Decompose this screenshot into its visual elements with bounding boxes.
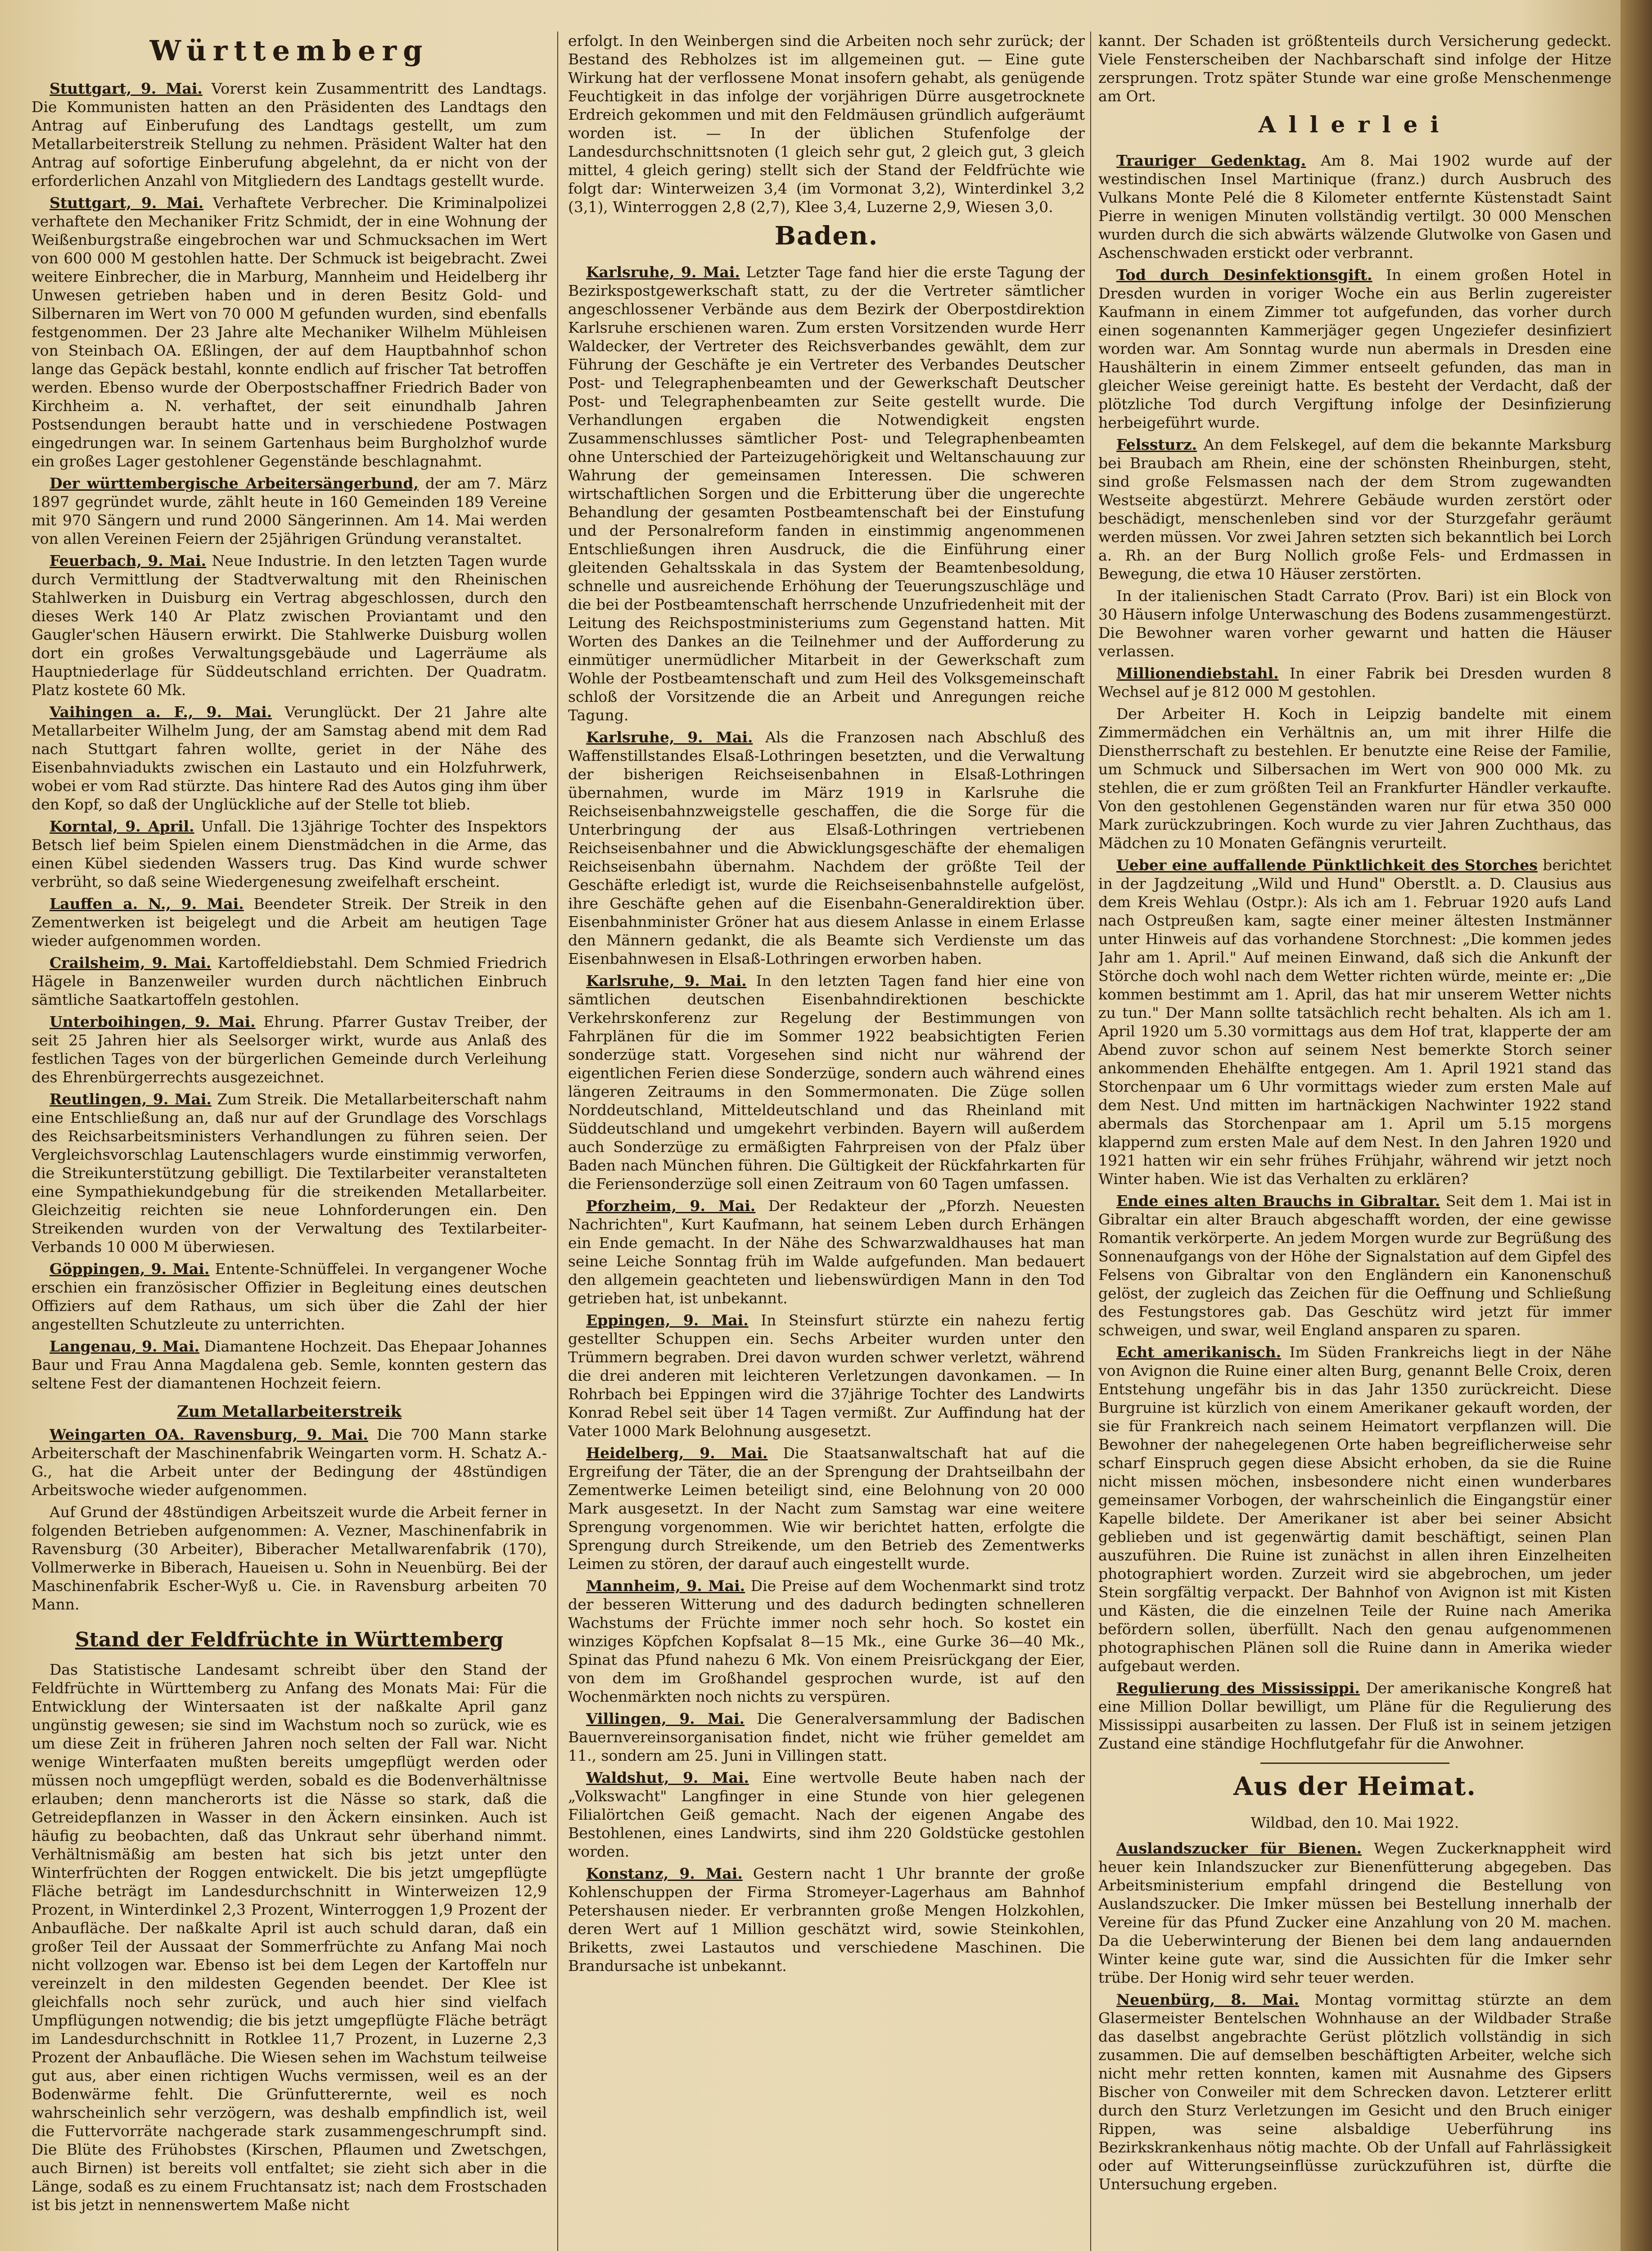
article <box>568 1864 1085 1975</box>
article <box>568 1709 1085 1765</box>
article <box>568 1444 1085 1573</box>
article-text: Eine wertvolle Beute haben nach der „Volkswacht" Langfinger in eine Stunde von hier gelegenen Filialörtchen Geiß gemacht. Nach der eigenen Angabe des Bestohlenen, eines Landwirts, sind ihm 220 Goldstücke gestohlen worden. <box>568 1769 1085 1860</box>
article-dateline: Waldshut, 9. Mai. <box>586 1769 749 1786</box>
article-dateline: Felssturz. <box>1116 436 1197 453</box>
article-text: Die Staatsanwaltschaft hat auf die Ergreifung der Täter, die an der Sprengung der Drahtseilbahn der Zementwerke Leimen beteiligt sind, eine Belohnung von 20 000 Mark ausgesetzt. In der Nacht zum Samstag war eine weitere Sprengung vorgenommen. Wie wir berichtet hatten, erfolgte die Sprengung durch Streikende, um den Betrieb des Zementwerks Leimen zu stören, der darauf auch eingestellt wurde. <box>568 1444 1085 1573</box>
section-heading-allerlei: Allerlei <box>1258 111 1452 138</box>
article <box>1098 435 1611 583</box>
article-text: Kartoffeldiebstahl. Dem Schmied Friedrich Hägele in Banzenweiler wurden durch nächtlichen Einbruch sämtliche Saatkartoffeln gestohlen. <box>32 954 547 1008</box>
article-dateline: Heidelberg, 9. Mai. <box>586 1444 768 1462</box>
article-dateline: Karlsruhe, 9. Mai. <box>586 728 753 746</box>
article-text: Letzter Tage fand hier die erste Tagung der Bezirkspostgewerkschaft statt, zu der die Vertreter sämtlicher angeschlossener Verbände aus dem Bezirk der Oberpostdirektion Karlsruhe erschienen waren. Zum ersten Vorsitzenden wurde Herr Waldecker, der Vertreter des Reichsverbandes gewählt, dem zur Führung der Geschäfte je ein Vertreter des Verbandes Deutscher Post- und Telegraphenbeamten und der Gewerkschaft Deutscher Post- und Telegraphenbeamten zur Seite gestellt wurde. Die Verhandlungen ergaben die Notwendigkeit engsten Zusammenschlusses sämtlicher Post- und Telegraphenbeamten ohne Unterschied der Parteizugehörigkeit und Weltanschauung zur Wahrung der gemeinsamen Interessen. Die schweren wirtschaftlichen Sorgen und die Erbitterung über die ungerechte Behandlung der gesamten Postbeamtenschaft bei der Einstufung und der Personalreform fanden in einstimmig angenommenen Entschließungen ihren Ausdruck, die die Einführung einer gleitenden Gehaltsskala in das System der Beamtenbesoldung, schnelle und ausreichende Erhöhung der Teuerungszuschläge und die bei der Postbeamtenschaft herrschende Unzufriedenheit mit der Leitung des Reichspostministeriums zum Gegenstand hatten. Mit Worten des Dankes an die Teilnehmer und der Aufforderung zu einmütiger unermüdlicher Mitarbeit in der Gewerkschaft zum Wohle der Postbeamtenschaft und zum Heil des Volksgemeinschaft schloß der Vorsitzende die an Arbeit und Anregungen reiche Tagung. <box>568 263 1085 724</box>
article <box>568 1768 1085 1861</box>
article-text: berichtet in der Jagdzeitung „Wild und Hund" Oberstlt. a. D. Clausius aus dem Kreis Wehlau (Ostpr.): Als ich am 1. Februar 1920 aufs Land nach Ostpreußen kam, sagte einer meiner ältesten Instmänner unter Hinweis auf das vorhandene Storchnest: „Die kommen jedes Jahr am 1. April." Auf meinen Einwand, daß sich die Ankunft der Störche doch wohl nach dem Wetter richten würde, meinte er: „Die kommen bestimmt am 1. April, das hat mir unserem Wetter nichts zu tun." Der Mann sollte tatsächlich recht behalten. Als ich am 1. April 1920 um 5.30 vormittags aus dem Hof trat, klapperte der am Abend zuvor schon auf seinem Nest bemerkte Storch seiner ankommenden Ehehälfte entgegen. Am 1. April 1921 stand das Storchenpaar um 6 Uhr vormittags wieder zum ersten Male auf dem Nest. Und mitten im hartnäckigen Nachwinter 1922 stand abermals das Storchenpaar am 1. April um 5.15 morgens klappernd zum ersten Male auf dem Nest. In den Jahren 1920 und 1921 hatten wir ein sehr frühes Frühjahr, während wir jetzt noch Winter haben. Wie ist das Verhalten zu erklären? <box>1098 856 1611 1188</box>
article <box>1098 705 1611 852</box>
article <box>32 474 547 548</box>
article-text: An dem Felskegel, auf dem die bekannte Marksburg bei Braubach am Rhein, eine der schönsten Rheinburgen, steht, sind große Felsmassen nach der dem Strom zugewandten Westseite abgestürzt. Mehrere Gebäude wurden zerstört oder beschädigt, menschenleben sind vor der Sturzgefahr geräumt werden müssen. Vor zwei Jahren setzten sich bekanntlich bei Lorch a. Rh. an der Burg Nollich große Fels- und Erdmassen in Bewegung, die etwa 10 Häuser zerstörten. <box>1098 436 1611 583</box>
article-dateline: Millionendiebstahl. <box>1116 664 1279 682</box>
article-text: Als die Franzosen nach Abschluß des Waffenstillstandes Elsaß-Lothringen besetzten, und die Verwaltung der bisherigen Reichseisenbahnen in Elsaß-Lothringen übernahmen, wurde im März 1919 in Karlsruhe die Reichseisenbahnzweigstelle geschaffen, die die Sorge für die Unterbringung der aus Elsaß-Lothringen vertriebenen Reichseisenbahner und die Abwicklungsgeschäfte der ehemaligen Reichseisenbahn übernahm. Nachdem der größte Teil der Geschäfte erledigt ist, wurde die Reichseisenbahnstelle aufgelöst, ihre Geschäfte gehen auf die Eisenbahn-Generaldirektion über. Eisenbahnminister Gröner hat aus diesem Anlasse in einem Erlasse den Männern gedankt, die als Beamte sich Verdienste um das Eisenbahnwesen in Elsaß-Lothringen erworben haben. <box>568 728 1085 967</box>
article-continuation: erfolgt. In den Weinbergen sind die Arbeiten noch sehr zurück; der Bestand des Rebholzes ist im allgemeinen gut. — Eine gute Wirkung hat der verflossene Monat insofern gehabt, als genügende Feuchtigkeit in das infolge der vorjährigen Dürre ausgetrocknete Erdreich gekommen und mit den Feldmäusen gründlich aufgeräumt worden ist. — In der üblichen Stufenfolge der Landesdurchschnittsnoten (1 gleich sehr gut, 2 gleich gut, 3 gleich mittel, 4 gleich gering) stellt sich der Stand der Feldfrüchte wie folgt dar: Winterweizen 3,4 (im Vormonat 3,2), Winterdinkel 3,2 (3,1), Winterroggen 2,8 (2,7), Klee 3,4, Luzerne 2,9, Wiesen 3,0. <box>568 32 1085 216</box>
heimat-dateline: Wildbad, den 10. Mai 1922. <box>1250 1814 1459 1831</box>
article-text: Zum Streik. Die Metallarbeiterschaft nahm eine Entschließung an, daß nur auf der Grundlage des Vorschlags des Reichsarbeitsministers Verhandlungen zu führen seien. Der Vergleichsvorschlag Lautenschlagers wurde einstimmig verworfen, die Streikunterstützung gebilligt. Die Textilarbeiter veranstalteten eine Sympathiekundgebung für die streikenden Metallarbeiter. Gleichzeitig reichten sie neue Lohnforderungen ein. Den Streikenden wurden von der Verwaltung des Textilarbeiter-Verbands 10 000 M überwiesen. <box>32 1090 547 1256</box>
article <box>32 1012 547 1086</box>
article-dateline: Reutlingen, 9. Mai. <box>50 1090 212 1108</box>
article-text: Seit dem 1. Mai ist in Gibraltar ein alter Brauch abgeschafft worden, der eine gewisse Romantik verkörperte. An jedem Morgen wurde zur Begrüßung des Sonnenaufgangs von der Höhe der Signalstation auf dem Gipfel des Felsens von Gibraltar von den Engländern ein Kanonenschuß gelöst, der zugleich das Zeichen für die Oeffnung und Schließung des Festungstores gab. Das Geschütz wird jetzt für immer schweigen, und swar, weil England ansparen zu sparen. <box>1098 1192 1611 1339</box>
article <box>32 551 547 699</box>
article <box>1098 1192 1611 1339</box>
article-text: In einem großen Hotel in Dresden wurden in voriger Woche ein aus Berlin zugereister Kaufmann in einem Zimmer tot aufgefunden, das vorher durch einen sogenannten Kammerjäger gegen Ungeziefer desinfiziert worden war. Am Sonntag wurde nun abermals in Dresden eine Haushälterin in einem Zimmer entseelt gefunden, das man in gleicher Weise gereinigt hatte. Es besteht der Verdacht, daß der plötzliche Tod durch Vergiftung infolge der Desinfizierung herbeigeführt wurde. <box>1098 266 1611 431</box>
article <box>1098 587 1611 660</box>
article-dateline: Der württembergische Arbeitersängerbund, <box>50 475 419 492</box>
column-rule <box>557 32 558 2251</box>
article <box>32 1260 547 1333</box>
article-dateline: Regulierung des Mississippi. <box>1116 1679 1360 1697</box>
article <box>32 1503 547 1614</box>
article <box>32 1337 547 1392</box>
article-text: Unfall. Die 13jährige Tochter des Inspektors Betsch lief beim Spielen einem Dienstmädchen in die Arme, das einen Kübel siedenden Wassers trug. Das Kind wurde schwer verbrüht, so daß seine Wiedergenesung zweifelhaft erscheint. <box>32 818 547 890</box>
article-dateline: Feuerbach, 9. Mai. <box>50 552 207 570</box>
article-dateline: Unterboihingen, 9. Mai. <box>50 1013 256 1031</box>
article-text: Verunglückt. Der 21 Jahre alte Metallarbeiter Wilhelm Jung, der am Samstag abend mit dem Rad nach Stuttgart fahren wollte, geriet in der Nähe des Eisenbahnviadukts zwischen ein Lastauto und ein Holzfuhrwerk, wobei er vom Rad stürzte. Das hintere Rad des Autos ging ihm über den Kopf, so daß der Unglückliche auf der Stelle tot blieb. <box>32 703 547 813</box>
article <box>1098 1839 1611 1987</box>
article-text: Der amerikanische Kongreß hat eine Million Dollar bewilligt, um Pläne für die Regulierung des Mississippi ausarbeiten zu lassen. Der Fluß ist in seinem jetzigen Zustand eine ständige Hochflutgefahr für die Anwohner. <box>1098 1679 1611 1752</box>
article <box>1098 1343 1611 1675</box>
article <box>32 895 547 950</box>
article-dateline: Konstanz, 9. Mai. <box>586 1865 743 1882</box>
article-text: Neue Industrie. In den letzten Tagen wurde durch Vermittlung der Stadtverwaltung mit den Rheinischen Stahlwerken in Duisburg ein Vertrag abgeschlossen, durch den dieses Werk 140 Ar Platz zwischen Proviantamt und den Gaugler'schen Häusern erwirkt. Die Stahlwerke Duisburg wollen dort ein großes Verwaltungsgebäude und Lagerräume als Hauptniederlage für Süddeutschland errichten. Der Quadratm. Platz kostete 60 Mk. <box>32 552 547 699</box>
article-dateline: Stuttgart, 9. Mai. <box>50 80 203 97</box>
section-heading-heimat: Aus der Heimat. <box>1233 1772 1476 1801</box>
article-dateline: Langenau, 9. Mai. <box>50 1338 199 1355</box>
divider <box>1260 1763 1449 1764</box>
subheading-feldfruechte: Stand der Feldfrüchte in Württemberg <box>75 1628 504 1651</box>
article-dateline: Karlsruhe, 9. Mai. <box>586 263 740 281</box>
article <box>32 703 547 814</box>
article-dateline: Neuenbürg, 8. Mai. <box>1116 1991 1300 2008</box>
article-dateline: Vaihingen a. F., 9. Mai. <box>50 703 272 721</box>
article <box>568 1577 1085 1706</box>
subheading-metallarbeiterstreik: Zum Metallarbeiterstreik <box>177 1402 402 1421</box>
article-list <box>1098 151 1611 1753</box>
article-dateline: Lauffen a. N., 9. Mai. <box>50 895 244 913</box>
article <box>32 954 547 1009</box>
article-text: Diamantene Hochzeit. Das Ehepaar Johannes Baur und Frau Anna Magdalena geb. Semle, konnten gestern das seltene Fest der diamantenen Hochzeit feiern. <box>32 1338 547 1392</box>
article <box>1098 266 1611 432</box>
article-dateline: Mannheim, 9. Mai. <box>586 1577 745 1595</box>
article-dateline: Ueber eine auffallende Pünktlichkeit des Storches <box>1116 856 1538 874</box>
article-continuation: kannt. Der Schaden ist größtenteils durch Versicherung gedeckt. Viele Fensterscheiben der Nachbarschaft sind infolge der Hitze zersprungen. Trotz später Stunde war eine große Menschenmenge am Ort. <box>1098 32 1611 105</box>
article <box>1098 856 1611 1188</box>
article-dateline: Eppingen, 9. Mai. <box>586 1311 749 1329</box>
article <box>568 728 1085 968</box>
page-binding-edge <box>1620 0 1652 2251</box>
article-text: Auf Grund der 48stündigen Arbeitszeit wurde die Arbeit ferner in folgenden Betrieben aufgenommen: A. Vezner, Maschinenfabrik in Ravensburg (30 Arbeiter), Biberacher Metallwarenfabrik (170), Vollmerwerke in Biberach, Haueisen u. Sohn in Neuenbürg. Bei der Maschinenfabrik Escher-Wyß u. Cie. in Ravensburg arbeiten 70 Mann. <box>32 1503 547 1613</box>
article-dateline: Karlsruhe, 9. Mai. <box>586 972 747 990</box>
column-rule <box>1090 32 1091 2251</box>
article-text: Verhaftete Verbrecher. Die Kriminalpolizei verhaftete den Mechaniker Fritz Schmidt, der in eine Wohnung der Weißenburgstraße eingebrochen war und Schmucksachen im Wert von 600 000 M gestohlen hatte. Der Schmuck ist beigebracht. Zwei weitere Einbrecher, die in Marburg, Mannheim und Heidelberg ihr Unwesen getrieben haben und in deren Besitz Gold- und Silbernaren im Wert von 70 000 M gefunden wurden, sind ebenfalls festgenommen. Der 23 Jahre alte Mechaniker Wilhelm Mühleisen von Steinbach OA. Eßlingen, der auf dem Hauptbahnhof schon lange das Gepäck bestahl, konnte endlich auf frischer Tat betroffen werden. Ebenso wurde der Oberpostschaffner Friedrich Bader von Kirchheim a. N. verhaftet, der seit einundhalb Jahren Postsendungen beraubt hatte und in verschiedene Postwagen eingedrungen war. In seinem Gartenhaus beim Burgholzhof wurde ein großes Lager gestohlener Gegenstände beschlagnahmt. <box>32 194 547 470</box>
column-baden <box>568 32 1085 2251</box>
article-text: Wegen Zuckerknappheit wird heuer kein Inlandszucker zur Bienenfütterung abgegeben. Das Arbeitsministerium empfahl dringend die Bestellung von Auslandszucker. Die Imker müssen bei Bestellung innerhalb der Vereine für das Pfund Zucker eine Anzahlung von 20 M. machen. Da die Ueberwinterung der Bienen bei dem lang andauernden Winter keine gute war, sind die Aussichten für die Imker sehr trübe. Der Honig wird sehr teuer werden. <box>1098 1840 1611 1986</box>
article-text: Montag vormittag stürzte an dem Glasermeister Bentelschen Wohnhause an der Wildbader Straße das daselbst angebrachte Gerüst plötzlich vollständig in sich zusammen. Die auf demselben beschäftigten Arbeiter, welche sich nicht mehr retten konnten, kamen mit Ausnahme des Gipsers Bischer von Conweiler mit dem Schrecken davon. Letzterer erlitt durch den Sturz Verletzungen im Gesicht und den Bruch einiger Rippen, was seine alsbaldige Ueberführung ins Bezirkskrankenhaus nötig machte. Ob der Unfall auf Fahrlässigkeit oder auf Witterungseinflüsse zurückzuführen ist, dürfte die Untersuchung ergeben. <box>1098 1991 1611 2193</box>
article-text: Der Redakteur der „Pforzh. Neuesten Nachrichten", Kurt Kaufmann, hat seinem Leben durch Erhängen ein Ende gemacht. In der Nähe des Schwarzwaldhauses hat man seine Leiche Sonntag früh im Walde aufgefunden. Man bedauert den allgemein geachteten und liebenswürdigen Mann in den Tod getrieben hat, ist unbekannt. <box>568 1197 1085 1307</box>
article-text: Der Arbeiter H. Koch in Leipzig bandelte mit einem Zimmermädchen ein Verhältnis an, um mit ihrer Hilfe die Dienstherrschaft zu bestehlen. Er benutzte eine Reise der Familie, um Schmuck und Silbersachen im Wert von 900 000 Mk. zu stehlen, die er zum größten Teil an Frankfurter Händler verkaufte. Von den gestohlenen Gegenständen waren nur für etwa 350 000 Mark zurückzubringen. Koch wurde zu vier Jahren Zuchthaus, das Mädchen zu 10 Monaten Gefängnis verurteilt. <box>1098 705 1611 852</box>
article-dateline: Crailsheim, 9. Mai. <box>50 954 212 972</box>
article-text: In der italienischen Stadt Carrato (Prov. Bari) ist ein Block von 30 Häusern infolge Unterwaschung des Bodens zusammengestürzt. Die Bewohner waren vorher gewarnt und hatten die Häuser verlassen. <box>1098 587 1611 660</box>
article <box>1098 1679 1611 1753</box>
article-text: Am 8. Mai 1902 wurde auf der westindischen Insel Martinique (franz.) durch Ausbruch des Vulkans Monte Pelé die 8 Kilometer entfernte Küstenstadt Saint Pierre in wenigen Minuten vollständig vertilgt. 30 000 Menschen wurden durch die sich abwärts wälzende Glutwolke von Gasen und Aschenschwaden erstickt oder verbrannt. <box>1098 152 1611 262</box>
article-list <box>32 1425 547 1614</box>
article <box>568 263 1085 724</box>
article-text: Im Süden Frankreichs liegt in der Nähe von Avignon die Ruine einer alten Burg, genannt Belle Croix, deren Entstehung ungefähr bis in das Jahr 1350 zurückreicht. Diese Burgruine ist kürzlich von einem Amerikaner gekauft worden, der sie für Frankreich nach seinem Heimatort verpflanzen will. Die Bewohner der nahegelegenen Orte haben begreiflicherweise sehr scharf Einspruch gegen diese Absicht erhoben, da sie die Ruine nicht missen möchen, insbesondere nicht einen wunderbares gemeinsamer Vorbogen, der wahrscheinlich die Eingangstür einer Kapelle bildete. Der Amerikaner ist aber bei seiner Absicht geblieben und ist gegenwärtig damit beschäftigt, seinen Plan auszuführen. Die Ruine ist zunächst in allen ihren Einzelheiten photographiert worden. Zurzeit wird sie abgebrochen, um jeder Stein sorgfältig verpackt. Der Bahnhof von Avignon ist mit Kisten und Kästen, die die einzelnen Teile der Ruine nach Amerika befördern sollen, überfüllt. Nach den genau aufgenommenen photographischen Plänen soll die Ruine dann in Amerika wieder aufgebaut werden. <box>1098 1343 1611 1675</box>
column-allerlei <box>1098 32 1611 2251</box>
article-text: Die Generalversammlung der Badischen Bauernvereinsorganisation findet, nicht wie früher gemeldet am 11., sondern am 25. Juni in Villingen statt. <box>568 1710 1085 1764</box>
article-dateline: Pforzheim, 9. Mai. <box>586 1197 756 1215</box>
article-dateline: Korntal, 9. April. <box>50 818 194 835</box>
article <box>32 194 547 470</box>
article-dateline: Trauriger Gedenktag. <box>1116 152 1306 169</box>
article-text: Die Preise auf dem Wochenmarkt sind trotz der besseren Witterung und des dadurch bedingten schnelleren Wachstums der Früchte immer noch sehr hoch. So kostet ein winziges Köpfchen Kopfsalat 8—15 Mk., eine Gurke 36—40 Mk., Spinat das Pfund nahezu 6 Mk. Von einem Preisrückgang der Eier, von dem im Großhandel gesprochen wurde, ist auf den Wochenmärkten noch nichts zu verspüren. <box>568 1577 1085 1705</box>
section-heading-baden: Baden. <box>774 221 879 251</box>
article-text: In Steinsfurt stürzte ein nahezu fertig gestellter Schuppen ein. Sechs Arbeiter wurden unter den Trümmern begraben. Drei davon wurden schwer verletzt, während die drei anderen mit leichteren Verletzungen davonkamen. — In Rohrbach bei Eppingen wird die 37jährige Tochter des Landwirts Konrad Rebel seit über 14 Tagen vermißt. Zur Auffindung hat der Vater 1000 Mark Belohnung ausgesetzt. <box>568 1311 1085 1440</box>
article-text: In den letzten Tagen fand hier eine von sämtlichen deutschen Eisenbahndirektionen beschickte Verkehrskonferenz zur Regelung der Bestimmungen von Fahrplänen für die im Sommer 1922 beabsichtigten Ferien sonderzüge statt. Vorgesehen sind nicht nur während der eigentlichen Ferien diese Sonderzüge, sondern auch während eines längeren Zeitraums in den Sommermonaten. Die Züge sollen Norddeutschland, Mitteldeutschland und das Rheinland mit Süddeutschland und umgekehrt verbinden. Bayern will außerdem auch Sonderzüge zu ermäßigten Fahrpreisen von der Pfalz über Baden nach München führen. Die Gültigkeit der Rückfahrkarten für die Feriensonderzüge soll einen Zeitraum von 60 Tagen umfassen. <box>568 972 1085 1193</box>
article <box>568 972 1085 1193</box>
article <box>32 1090 547 1256</box>
section-heading-wuerttemberg: Württemberg <box>149 34 429 67</box>
article <box>32 79 547 190</box>
article-dateline: Ende eines alten Brauchs in Gibraltar. <box>1116 1192 1440 1210</box>
article <box>32 817 547 891</box>
article-text: Das Statistische Landesamt schreibt über den Stand der Feldfrüchte in Württemberg zu Anfang des Monats Mai: Für die Entwicklung der Wintersaaten ist der naßkalte April ganz ungünstig gewesen; sie sind im Wachstum noch so zurück, wie es um diese Zeit in früheren Jahren noch selten der Fall war. Nicht wenige Winterfaaten mußten bereits umgepflügt werden oder müssen noch umgepflügt werden, sobald es die Bodenverhältnisse erlauben; denn mancherorts ist die Nässe so stark, daß die Getreidepflanzen in Wasser in den Äckern einsinken. Auch ist häufig zu beobachten, daß das Unkraut sehr überhand nimmt. Verhältnismäßig am besten hat sich bis jetzt unter den Winterfrüchten der Roggen entwickelt. Die bis jetzt umgepflügte Fläche beträgt im Landesdurchschnitt in Winterweizen 12,9 Prozent, in Winterdinkel 2,3 Prozent, Winterroggen 1,9 Prozent der Anbaufläche. Der naßkalte April ist auch schuld daran, daß ein großer Teil der Aussaat der Sommerfrüchte zu Anfang Mai noch nicht vollzogen war. Ebenso ist bei dem Legen der Kartoffeln nur vereinzelt in den mildesten Gegenden beendet. Der Klee ist gleichfalls noch sehr zurück, und auch hier sind vielfach Umpflügungen notwendig; die bis jetzt umgepflügte Fläche beträgt im Landesdurchschnitt in Rotklee 11,7 Prozent, in Luzerne 2,3 Prozent der Anbaufläche. Die Wiesen sehen im Wachstum teilweise gut aus, aber einen richtigen Wuchs vermissen, weil es an der Bodenwärme fehlt. Die Grünfutterernte, weil es noch wahrscheinlich sehr verzögern, was deshalb empfindlich ist, weil die Futtervorräte nachgerade stark zusammengeschrumpft sind. Die Blüte des Frühobstes (Kirschen, Pflaumen und Zwetschgen, auch Birnen) ist bereits voll entfaltet; sie zieht sich aber in die Länge, sodaß es zu einem Fruchtansatz ist; nach dem Frostschaden ist bis jetzt in nennenswertem Maße nicht <box>32 1661 547 2214</box>
column-wuerttemberg <box>32 32 547 2251</box>
article <box>32 1425 547 1499</box>
article-dateline: Weingarten OA. Ravensburg, 9. Mai. <box>50 1426 368 1443</box>
article-text: Beendeter Streik. Der Streik in den Zementwerken ist beigelegt und die Arbeit am heutigen Tage wieder aufgenommen worden. <box>32 895 547 949</box>
article-text: Die 700 Mann starke Arbeiterschaft der Maschinenfabrik Weingarten vorm. H. Schatz A.-G., hat die Arbeit unter der Bedingung der 48stündigen Arbeitswoche wieder aufgenommen. <box>32 1426 547 1499</box>
article-dateline: Göppingen, 9. Mai. <box>50 1260 210 1278</box>
article-text: In einer Fabrik bei Dresden wurden 8 Wechsel auf je 812 000 M gestohlen. <box>1098 664 1611 701</box>
article-dateline: Auslandszucker für Bienen. <box>1116 1840 1362 1857</box>
article <box>1098 664 1611 701</box>
article <box>568 1311 1085 1440</box>
article-text: Vorerst kein Zusammentritt des Landtags. Die Kommunisten hatten an den Präsidenten des Landtags den Antrag auf Einberufung des Landtags gestellt, um zum Metallarbeiterstreik Stellung zu nehmen. Präsident Walter hat den Antrag auf sofortige Einberufung abgelehnt, da er nicht von der erforderlichen Anzahl von Mitgliedern des Landtags gestellt wurde. <box>32 80 547 190</box>
article-text: der am 7. März 1897 gegründet wurde, zählt heute in 160 Gemeinden 189 Vereine mit 970 Sängern und rund 2000 Sängerinnen. Am 14. Mai werden von allen Vereinen Feiern der 25jährigen Gründung veranstaltet. <box>32 475 547 547</box>
article-text: Ehrung. Pfarrer Gustav Treiber, der seit 25 Jahren hier als Seelsorger wirkt, wurde aus Anlaß des festlichen Tages von der bürgerlichen Gemeinde durch Verleihung des Ehrenbürgerrechts ausgezeichnet. <box>32 1013 547 1086</box>
article <box>568 1197 1085 1307</box>
article-dateline: Stuttgart, 9. Mai. <box>50 194 204 212</box>
article-text: Gestern nacht 1 Uhr brannte der große Kohlenschuppen der Firma Stromeyer-Lagerhaus am Bahnhof Petershausen nieder. Er verbrannten große Mengen Holzkohlen, deren Wert auf 1 Million geschätzt wird, sowie Steinkohlen, Briketts, zwei Lastautos und verschiedene Maschinen. Die Brandursache ist unbekannt. <box>568 1865 1085 1975</box>
article <box>1098 1990 1611 2193</box>
article <box>1098 151 1611 262</box>
article-list <box>1098 1839 1611 2193</box>
article-dateline: Tod durch Desinfektionsgift. <box>1116 266 1372 284</box>
article-text: Entente-Schnüffelei. In vergangener Woche erschien ein französischer Offizier in Begleitung eines deutschen Offiziers auf dem Rathaus, um sich über die Zahl der hier angestellten Schutzleute zu unterrichten. <box>32 1260 547 1333</box>
article-dateline: Villingen, 9. Mai. <box>586 1710 745 1727</box>
article-list <box>568 263 1085 1975</box>
article-dateline: Echt amerikanisch. <box>1116 1343 1282 1361</box>
article-list <box>32 79 547 1392</box>
